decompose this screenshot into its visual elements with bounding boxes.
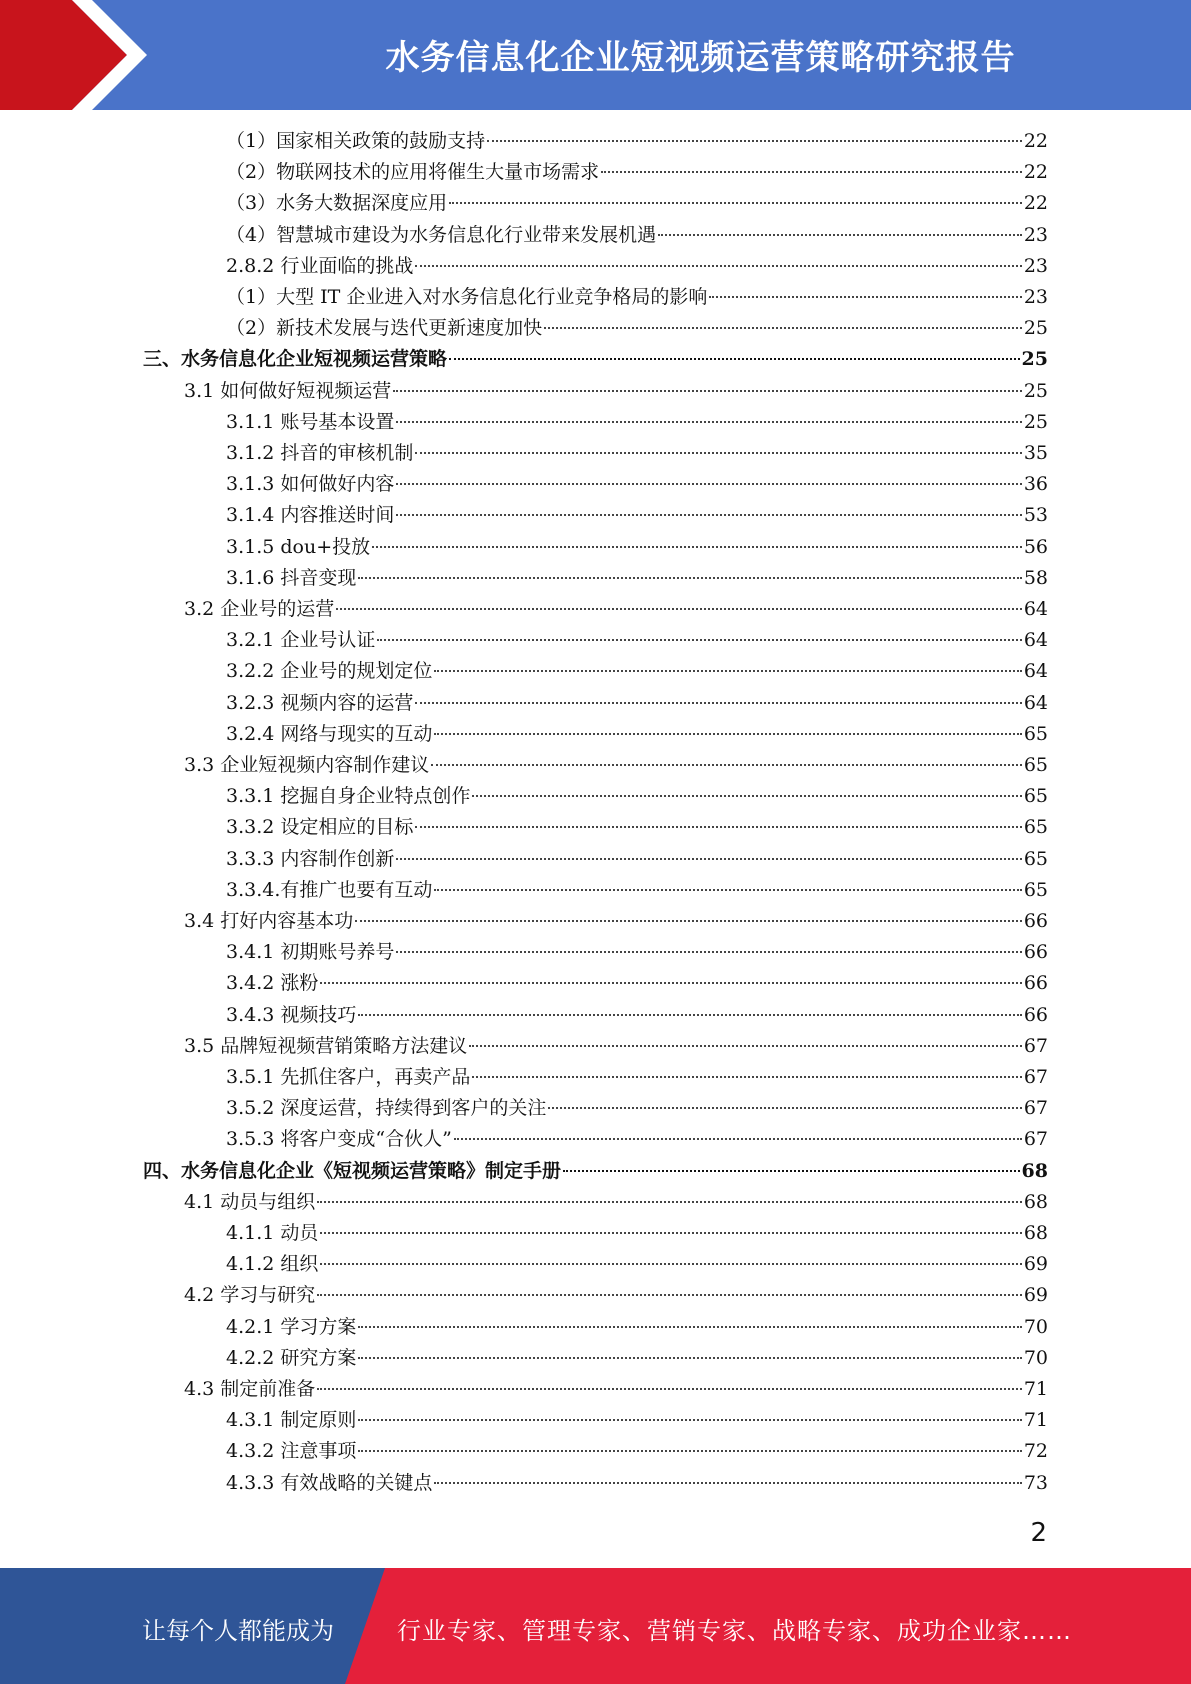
toc-entry[interactable] — [226, 937, 1048, 967]
toc-dot-leader — [544, 327, 1022, 329]
red-arrow-decoration — [0, 0, 160, 110]
toc-entry-page: 66 — [1023, 910, 1048, 932]
page-header — [0, 0, 1191, 110]
toc-entry-page: 65 — [1023, 816, 1048, 839]
toc-dot-leader — [563, 1170, 1020, 1172]
toc-entry[interactable] — [226, 1343, 1048, 1373]
toc-dot-leader — [358, 1450, 1021, 1452]
toc-entry-label: 3.5.1 先抓住客户，再卖产品 — [226, 1066, 471, 1088]
toc-entry-page: 70 — [1023, 1346, 1048, 1369]
toc-entry-page: 64 — [1023, 598, 1048, 620]
toc-entry-page: 64 — [1023, 691, 1048, 714]
toc-dot-leader — [548, 1107, 1021, 1109]
toc-entry-page: 71 — [1023, 1409, 1048, 1432]
toc-entry-page: 68 — [1023, 1222, 1048, 1244]
toc-entry-page: 23 — [1023, 286, 1048, 308]
toc-entry[interactable] — [226, 220, 1048, 250]
toc-entry-label: 3.1.2 抖音的审核机制 — [226, 442, 414, 464]
toc-dot-leader — [336, 608, 1022, 610]
toc-entry-label: 3.3.1 挖掘自身企业特点创作 — [226, 785, 471, 808]
toc-entry-page: 65 — [1023, 785, 1048, 808]
toc-entry-label: （1）大型 IT 企业进入对水务信息化行业竞争格局的影响 — [226, 286, 708, 308]
toc-entry-page: 68 — [1021, 1159, 1048, 1182]
toc-entry[interactable] — [184, 376, 1048, 406]
toc-entry[interactable] — [226, 1436, 1048, 1466]
toc-dot-leader — [355, 920, 1022, 922]
toc-entry-label: 3.1.6 抖音变现 — [226, 566, 357, 589]
toc-entry-page: 22 — [1023, 161, 1048, 184]
toc-dot-leader — [415, 702, 1021, 704]
toc-dot-leader — [431, 764, 1022, 766]
toc-entry-label: 3.4.3 视频技巧 — [226, 1003, 357, 1026]
toc-entry-label: （4）智慧城市建设为水务信息化行业带来发展机遇 — [226, 223, 657, 246]
toc-entry-page: 22 — [1023, 192, 1048, 215]
toc-entry[interactable] — [226, 1062, 1048, 1092]
toc-entry-page: 69 — [1023, 1253, 1048, 1276]
toc-entry-page: 67 — [1023, 1066, 1048, 1088]
toc-entry-page: 64 — [1023, 660, 1048, 683]
toc-entry-label: 3.2.2 企业号的规划定位 — [226, 660, 433, 683]
toc-entry[interactable] — [226, 188, 1048, 218]
toc-dot-leader — [415, 452, 1021, 454]
toc-entry-label: 3.5.3 将客户变成“合伙人” — [226, 1128, 452, 1151]
toc-entry-label: 3.2.3 视频内容的运营 — [226, 691, 414, 714]
toc-dot-leader — [434, 733, 1021, 735]
toc-entry-page: 56 — [1023, 535, 1048, 558]
toc-entry[interactable] — [226, 1405, 1048, 1435]
toc-entry-label: 4.1.2 组织 — [226, 1253, 319, 1276]
toc-entry[interactable] — [226, 625, 1048, 655]
toc-entry-page: 67 — [1023, 1097, 1048, 1120]
toc-entry[interactable] — [184, 1187, 1048, 1217]
page-number: 2 — [1030, 1518, 1047, 1548]
toc-entry-label: 4.3 制定前准备 — [184, 1378, 316, 1400]
toc-entry-page: 25 — [1023, 379, 1048, 402]
toc-dot-leader — [320, 1263, 1021, 1265]
toc-entry-label: 4.2 学习与研究 — [184, 1284, 316, 1307]
toc-entry[interactable] — [226, 500, 1048, 530]
toc-entry-label: 3.1.3 如何做好内容 — [226, 473, 395, 496]
toc-dot-leader — [449, 202, 1022, 204]
toc-dot-leader — [415, 265, 1021, 267]
toc-entry[interactable] — [226, 875, 1048, 905]
toc-entry[interactable] — [226, 1312, 1048, 1342]
toc-dot-leader — [393, 390, 1022, 392]
toc-entry[interactable] — [226, 126, 1048, 156]
toc-entry[interactable] — [226, 719, 1048, 749]
toc-dot-leader — [415, 826, 1021, 828]
toc-dot-leader — [658, 234, 1022, 236]
toc-entry[interactable] — [226, 563, 1048, 593]
toc-entry[interactable] — [226, 251, 1048, 281]
toc-dot-leader — [320, 982, 1021, 984]
toc-dot-leader — [396, 951, 1021, 953]
toc-entry[interactable] — [226, 282, 1048, 312]
toc-entry[interactable] — [184, 1031, 1048, 1061]
toc-entry[interactable] — [226, 781, 1048, 811]
toc-entry[interactable] — [226, 532, 1048, 562]
toc-entry-page: 65 — [1023, 847, 1048, 870]
toc-entry[interactable] — [184, 594, 1048, 624]
toc-dot-leader — [434, 889, 1021, 891]
toc-entry-page: 53 — [1023, 504, 1048, 527]
toc-dot-leader — [472, 1076, 1021, 1078]
toc-entry-page: 66 — [1023, 1003, 1048, 1026]
toc-dot-leader — [396, 858, 1021, 860]
toc-entry-label: 3.4.2 涨粉 — [226, 972, 319, 995]
toc-entry[interactable] — [226, 844, 1048, 874]
toc-dot-leader — [396, 421, 1021, 423]
toc-dot-leader — [358, 577, 1021, 579]
toc-entry[interactable] — [226, 1468, 1048, 1498]
toc-entry-label: 3.2.4 网络与现实的互动 — [226, 722, 433, 745]
toc-entry[interactable] — [226, 1249, 1048, 1279]
toc-dot-leader — [434, 670, 1021, 672]
toc-entry-label: 3.1.4 内容推送时间 — [226, 504, 395, 527]
toc-entry-label: 4.3.2 注意事项 — [226, 1440, 357, 1463]
toc-dot-leader — [358, 1014, 1021, 1016]
toc-entry-label: （2）新技术发展与迭代更新速度加快 — [226, 317, 543, 340]
toc-entry-label: 3.3.4.有推广也要有互动 — [226, 878, 433, 901]
toc-dot-leader — [320, 1232, 1021, 1234]
toc-entry-label: 3.2 企业号的运营 — [184, 598, 335, 620]
toc-entry-label: 4.2.1 学习方案 — [226, 1315, 357, 1338]
footer-slogan-right: 行业专家、管理专家、营销专家、战略专家、成功企业家…… — [397, 1617, 1072, 1645]
toc-entry[interactable] — [226, 1218, 1048, 1248]
toc-entry[interactable] — [184, 750, 1048, 780]
toc-dot-leader — [472, 795, 1021, 797]
toc-entry[interactable] — [184, 1280, 1048, 1310]
toc-entry[interactable] — [226, 968, 1048, 998]
toc-entry-label: 3.4 打好内容基本功 — [184, 910, 354, 932]
toc-entry-page: 25 — [1021, 348, 1048, 371]
toc-entry-label: 3.5.2 深度运营，持续得到客户的关注 — [226, 1097, 547, 1120]
toc-entry[interactable] — [226, 1093, 1048, 1123]
toc-entry-label: 3.5 品牌短视频营销策略方法建议 — [184, 1034, 468, 1057]
toc-entry[interactable] — [226, 157, 1048, 187]
toc-entry-page: 64 — [1023, 629, 1048, 652]
toc-entry-page: 67 — [1023, 1034, 1048, 1057]
toc-entry-label: 3.2.1 企业号认证 — [226, 629, 376, 652]
toc-entry-label: （3）水务大数据深度应用 — [226, 192, 448, 215]
toc-dot-leader — [317, 1201, 1022, 1203]
toc-entry[interactable] — [143, 1156, 1048, 1186]
toc-entry-label: 3.3.3 内容制作创新 — [226, 847, 395, 870]
toc-dot-leader — [358, 1419, 1021, 1421]
toc-entry-label: 三、水务信息化企业短视频运营策略 — [143, 348, 448, 371]
page-footer — [0, 1568, 1191, 1684]
toc-entry-label: 3.1.1 账号基本设置 — [226, 410, 395, 433]
toc-dot-leader — [434, 1482, 1021, 1484]
toc-entry-label: 3.3 企业短视频内容制作建议 — [184, 754, 430, 776]
toc-entry-page: 68 — [1023, 1190, 1048, 1213]
footer-slogan-left: 让每个人都能成为 — [142, 1617, 334, 1645]
toc-entry[interactable] — [226, 469, 1048, 499]
toc-dot-leader — [358, 1326, 1021, 1328]
toc-entry-label: 4.1 动员与组织 — [184, 1190, 316, 1213]
toc-dot-leader — [358, 1357, 1021, 1359]
toc-entry-page: 65 — [1023, 722, 1048, 745]
toc-entry-page: 58 — [1023, 566, 1048, 589]
toc-entry-page: 70 — [1023, 1315, 1048, 1338]
toc-entry-page: 65 — [1023, 754, 1048, 776]
toc-entry[interactable] — [226, 407, 1048, 437]
toc-entry-page: 22 — [1023, 130, 1048, 152]
toc-dot-leader — [709, 296, 1021, 298]
toc-dot-leader — [396, 483, 1021, 485]
toc-entry-page: 69 — [1023, 1284, 1048, 1307]
toc-entry[interactable] — [226, 438, 1048, 468]
toc-entry-page: 23 — [1023, 254, 1048, 277]
toc-dot-leader — [454, 1138, 1022, 1140]
toc-entry-page: 66 — [1023, 972, 1048, 995]
toc-entry-page: 67 — [1023, 1128, 1048, 1151]
toc-entry-page: 66 — [1023, 941, 1048, 964]
toc-entry[interactable] — [184, 1374, 1048, 1404]
toc-entry-page: 23 — [1023, 223, 1048, 246]
toc-entry-label: 4.2.2 研究方案 — [226, 1346, 357, 1369]
toc-dot-leader — [317, 1294, 1022, 1296]
toc-entry-label: 四、水务信息化企业《短视频运营策略》制定手册 — [143, 1159, 562, 1182]
toc-entry-label: 3.4.1 初期账号养号 — [226, 941, 395, 964]
report-title: 水务信息化企业短视频运营策略研究报告 — [385, 38, 1016, 78]
toc-entry-page: 35 — [1023, 442, 1048, 464]
toc-entry-label: 3.3.2 设定相应的目标 — [226, 816, 414, 839]
toc-entry-page: 36 — [1023, 473, 1048, 496]
toc-entry[interactable] — [226, 1124, 1048, 1154]
toc-entry-label: 3.1 如何做好短视频运营 — [184, 379, 392, 402]
toc-entry-page: 25 — [1023, 317, 1048, 340]
toc-entry[interactable] — [226, 313, 1048, 343]
toc-entry-page: 73 — [1023, 1471, 1048, 1494]
toc-entry[interactable] — [226, 688, 1048, 718]
toc-dot-leader — [396, 514, 1021, 516]
toc-entry-label: （2）物联网技术的应用将催生大量市场需求 — [226, 161, 600, 184]
toc-entry-label: 4.1.1 动员 — [226, 1222, 319, 1244]
toc-dot-leader — [377, 639, 1021, 641]
toc-entry-label: 4.3.3 有效战略的关键点 — [226, 1471, 433, 1494]
toc-entry-label: 3.1.5 dou+投放 — [226, 535, 371, 558]
toc-entry[interactable] — [226, 656, 1048, 686]
toc-entry-page: 71 — [1023, 1378, 1048, 1400]
toc-entry[interactable] — [226, 812, 1048, 842]
toc-entry-label: （1）国家相关政策的鼓励支持 — [226, 130, 486, 152]
toc-entry-label: 2.8.2 行业面临的挑战 — [226, 254, 414, 277]
toc-dot-leader — [372, 546, 1022, 548]
toc-dot-leader — [449, 358, 1020, 360]
toc-entry[interactable] — [226, 1000, 1048, 1030]
toc-entry-page: 72 — [1023, 1440, 1048, 1463]
toc-entry-page: 25 — [1023, 410, 1048, 433]
toc-dot-leader — [469, 1045, 1022, 1047]
toc-dot-leader — [487, 140, 1022, 142]
toc-entry[interactable] — [184, 906, 1048, 936]
toc-entry-page: 65 — [1023, 878, 1048, 901]
toc-dot-leader — [317, 1388, 1022, 1390]
toc-dot-leader — [601, 171, 1022, 173]
toc-entry-label: 4.3.1 制定原则 — [226, 1409, 357, 1432]
toc-entry[interactable] — [143, 344, 1048, 374]
